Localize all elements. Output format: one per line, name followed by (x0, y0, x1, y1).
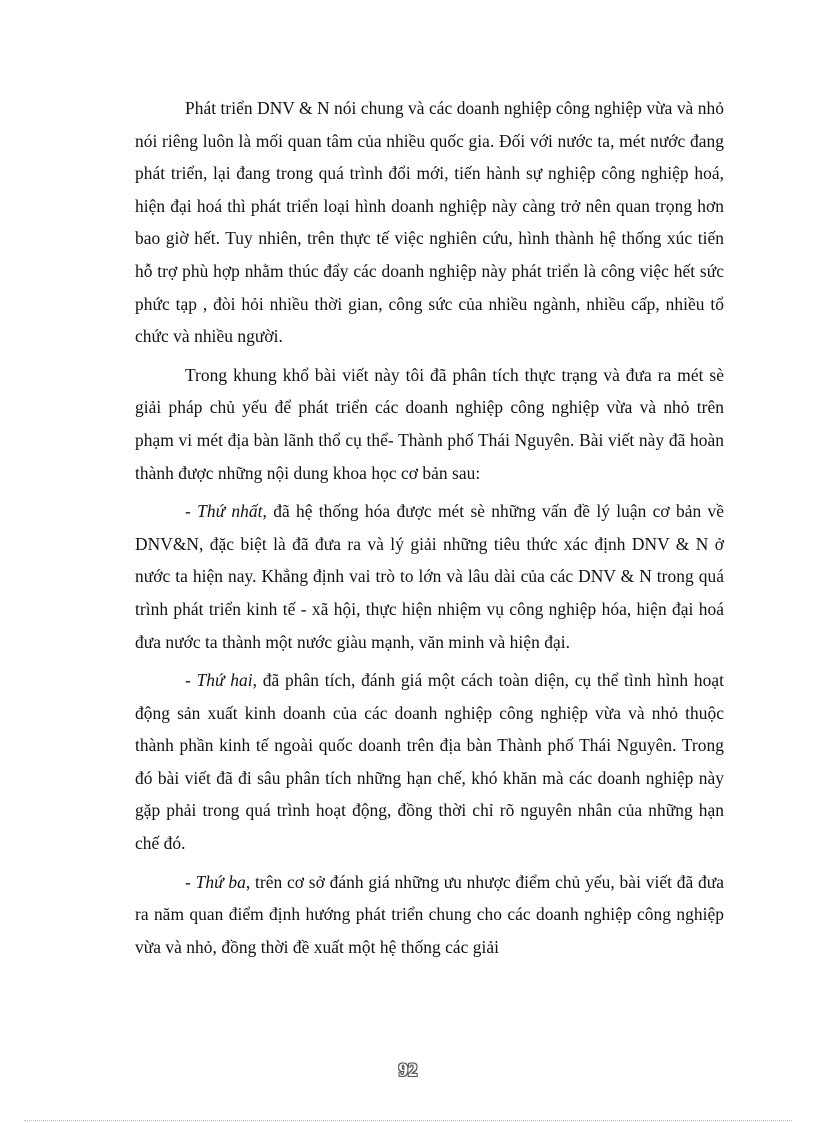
emphasis-term: Thứ nhất (197, 501, 263, 522)
body-text (135, 92, 724, 969)
paragraph: Phát triển DNV & N nói chung và các doanh nghiệp công nghiệp vừa và nhỏ nói riêng luôn là mối quan tâm của nhiều quốc gia. Đối với nước ta, mét nước đang phát triển, lại đang trong quá trình đổi mới, tiến hành sự nghiệp công nghiệp hoá, hiện đại hoá thì phát triển loại hình doanh nghiệp này càng trở nên quan trọng hơn bao giờ hết. Tuy nhiên, trên thực tế việc nghiên cứu, hình thành hệ thống xúc tiến hỗ trợ phù hợp nhằm thúc đẩy các doanh nghiệp này phát triển là công việc hết sức phức tạp , đòi hỏi nhiều thời gian, công sức của nhiều ngành, nhiều cấp, nhiều tổ chức và nhiều người. (135, 98, 724, 347)
page-number: 92 (398, 1060, 418, 1081)
emphasis-term: Thứ ba (195, 871, 246, 892)
paragraph-list-item: - Thứ nhất, đã hệ thống hóa được mét sè những vấn đề lý luận cơ bản về DNV&N, đặc biệt là đã đưa ra và lý giải những tiêu thức xác định DNV & N ở nước ta hiện nay. Khẳng định vai trò to lớn và lâu dài của các DNV & N trong quá trình phát triển kinh tế - xã hội, thực hiện nhiệm vụ công nghiệp hóa, hiện đại hoá đưa nước ta thành một nước giàu mạnh, văn minh và hiện đại. (135, 501, 724, 652)
paragraph-list-item: - Thứ hai, đã phân tích, đánh giá một cách toàn diện, cụ thể tình hình hoạt động sản xuất kinh doanh của các doanh nghiệp công nghiệp vừa và nhỏ thuộc thành phần kinh tế ngoài quốc doanh trên địa bàn Thành phố Thái Nguyên. Trong đó bài viết đã đi sâu phân tích những hạn chế, khó khăn mà các doanh nghiệp này gặp phải trong quá trình hoạt động, đồng thời chỉ rõ nguyên nhân của những hạn chế đó. (135, 670, 724, 854)
paragraph: Trong khung khổ bài viết này tôi đã phân tích thực trạng và đưa ra mét sè giải pháp chủ yếu để phát triển các doanh nghiệp công nghiệp vừa và nhỏ trên phạm vi mét địa bàn lãnh thổ cụ thể- Thành phố Thái Nguyên. Bài viết này đã hoàn thành được những nội dung khoa học cơ bản sau: (135, 364, 724, 483)
paragraph-list-item: - Thứ ba, trên cơ sở đánh giá những ưu nhược điểm chủ yếu, bài viết đã đưa ra năm quan điểm định hướng phát triển chung cho các doanh nghiệp công nghiệp vừa và nhỏ, đồng thời đề xuất một hệ thống các giải (135, 871, 724, 957)
page-bottom-divider (24, 1120, 792, 1121)
emphasis-term: Thứ hai (196, 670, 253, 691)
